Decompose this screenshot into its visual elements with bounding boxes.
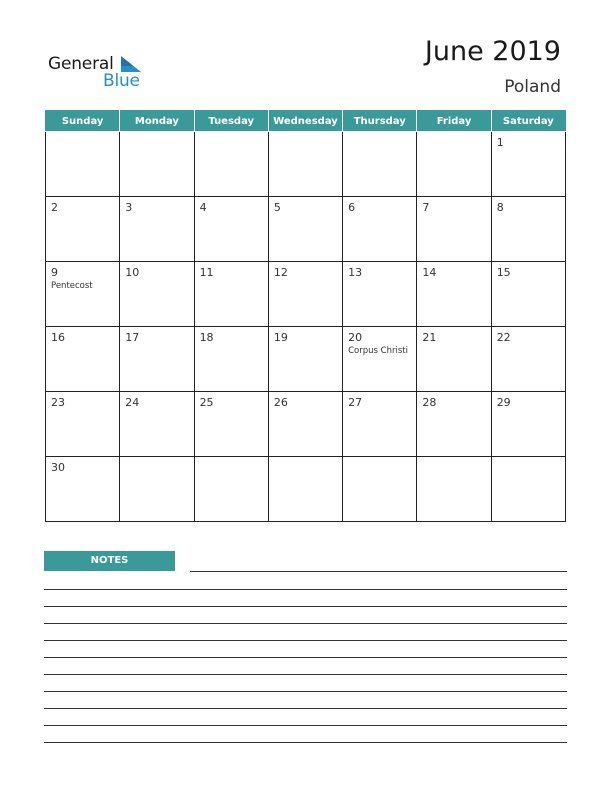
day-number: 20 xyxy=(348,331,363,344)
calendar-day-cell xyxy=(46,392,120,457)
weekday-header-saturday: Saturday xyxy=(491,111,565,132)
calendar-day-cell xyxy=(268,457,342,522)
day-number: 28 xyxy=(422,396,437,409)
notes-line xyxy=(44,657,567,658)
calendar-day-cell xyxy=(343,132,417,197)
calendar-day-cell xyxy=(417,457,491,522)
notes-line xyxy=(44,640,567,641)
calendar-day-cell xyxy=(268,197,342,262)
day-number: 1 xyxy=(496,136,504,149)
notes-line xyxy=(44,623,567,624)
day-number: 25 xyxy=(199,396,214,409)
calendar-week-row xyxy=(46,132,566,197)
calendar-day-cell xyxy=(343,457,417,522)
calendar-day-cell xyxy=(491,327,565,392)
day-number: 9 xyxy=(51,266,58,279)
day-number: 14 xyxy=(422,266,437,279)
calendar-day-cell xyxy=(194,457,268,522)
calendar-day-cell xyxy=(120,327,194,392)
calendar-day-cell xyxy=(417,327,491,392)
holiday-label: Pentecost xyxy=(51,281,93,291)
notes-header: NOTES xyxy=(44,551,175,571)
calendar-day-cell xyxy=(46,132,120,197)
calendar-day-cell xyxy=(46,457,120,522)
day-number: 23 xyxy=(51,396,65,409)
day-number: 21 xyxy=(422,331,437,344)
calendar-day-cell xyxy=(194,327,268,392)
day-number: 29 xyxy=(496,396,511,409)
calendar-day-cell xyxy=(491,197,565,262)
day-number: 27 xyxy=(348,396,363,409)
calendar-day-cell xyxy=(343,327,417,392)
day-number: 3 xyxy=(125,201,133,214)
weekday-header-sunday: Sunday xyxy=(46,111,120,132)
brand-name-blue: Blue xyxy=(103,71,140,91)
calendar-day-cell xyxy=(120,197,194,262)
calendar-day-cell xyxy=(491,392,565,457)
day-number: 13 xyxy=(348,266,363,279)
day-number: 7 xyxy=(422,201,430,214)
calendar-day-cell xyxy=(343,197,417,262)
day-number: 19 xyxy=(273,331,288,344)
triangle-flag-icon xyxy=(121,56,141,72)
calendar-week-row xyxy=(46,262,566,327)
calendar-day-cell xyxy=(491,262,565,327)
calendar-day-cell xyxy=(46,327,120,392)
calendar-day-cell xyxy=(194,262,268,327)
day-number: 17 xyxy=(125,331,140,344)
holiday-label: Corpus Christi xyxy=(348,346,408,356)
weekday-header-tuesday: Tuesday xyxy=(194,111,268,132)
calendar-day-cell xyxy=(120,392,194,457)
weekday-header-row xyxy=(46,111,566,132)
day-number: 8 xyxy=(496,201,504,214)
day-number: 12 xyxy=(273,266,288,279)
notes-line xyxy=(190,571,567,572)
calendar-day-cell xyxy=(491,132,565,197)
day-number: 16 xyxy=(51,331,65,344)
day-number: 30 xyxy=(51,461,65,474)
calendar-day-cell xyxy=(120,457,194,522)
brand-name-general: General xyxy=(48,54,114,74)
calendar-day-cell xyxy=(417,262,491,327)
country-label: Poland xyxy=(504,77,561,97)
day-number: 18 xyxy=(199,331,214,344)
calendar-day-cell xyxy=(268,132,342,197)
calendar-day-cell xyxy=(46,262,120,327)
calendar-week-row xyxy=(46,197,566,262)
notes-line xyxy=(44,606,567,607)
calendar-week-row xyxy=(46,327,566,392)
notes-line xyxy=(44,725,567,726)
day-number: 5 xyxy=(273,201,281,214)
weekday-header-monday: Monday xyxy=(120,111,194,132)
calendar-day-cell xyxy=(194,132,268,197)
notes-line xyxy=(44,742,567,743)
day-number: 6 xyxy=(348,201,356,214)
calendar-day-cell xyxy=(120,262,194,327)
notes-line xyxy=(44,708,567,709)
day-number: 24 xyxy=(125,396,140,409)
calendar-day-cell xyxy=(491,457,565,522)
calendar-day-cell xyxy=(120,132,194,197)
calendar-day-cell xyxy=(343,262,417,327)
calendar-day-cell xyxy=(268,262,342,327)
weekday-header-thursday: Thursday xyxy=(343,111,417,132)
calendar-day-cell xyxy=(417,392,491,457)
day-number: 11 xyxy=(199,266,214,279)
calendar-day-cell xyxy=(417,197,491,262)
day-number: 15 xyxy=(496,266,511,279)
notes-line xyxy=(44,674,567,675)
calendar-week-row xyxy=(46,392,566,457)
calendar-day-cell xyxy=(417,132,491,197)
calendar-day-cell xyxy=(194,197,268,262)
calendar-day-cell xyxy=(268,392,342,457)
day-number: 2 xyxy=(51,201,58,214)
calendar-day-cell xyxy=(46,197,120,262)
calendar-day-cell xyxy=(343,392,417,457)
day-number: 22 xyxy=(496,331,511,344)
day-number: 10 xyxy=(125,266,140,279)
calendar-day-cell xyxy=(194,392,268,457)
calendar-day-cell xyxy=(268,327,342,392)
notes-line xyxy=(44,691,567,692)
day-number: 4 xyxy=(199,201,207,214)
calendar-grid xyxy=(45,110,566,522)
day-number: 26 xyxy=(273,396,288,409)
brand-logo xyxy=(48,52,158,92)
weekday-header-wednesday: Wednesday xyxy=(268,111,342,132)
calendar-week-row xyxy=(46,457,566,522)
weekday-header-friday: Friday xyxy=(417,111,491,132)
notes-line xyxy=(44,589,567,590)
page-title: June 2019 xyxy=(424,36,561,67)
